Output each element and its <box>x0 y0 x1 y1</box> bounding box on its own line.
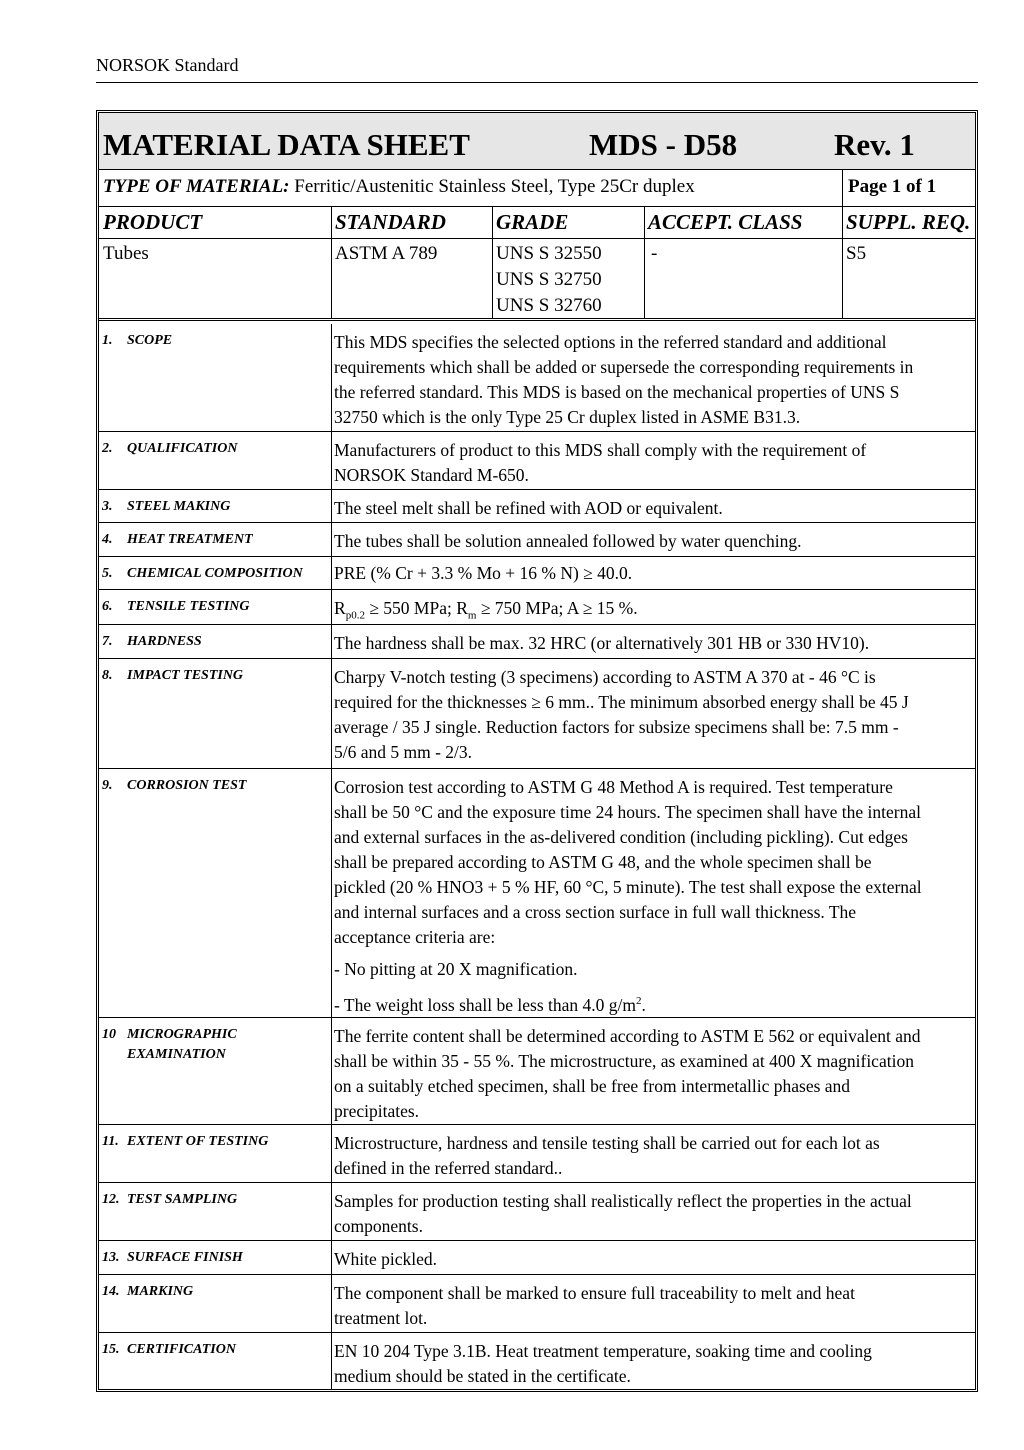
type-label: TYPE OF MATERIAL: <box>103 176 290 197</box>
section-label: 9. CORROSION TEST <box>102 778 247 793</box>
section-certification <box>99 1333 975 1389</box>
section-text: PRE (% Cr + 3.3 % Mo + 16 % N) ≥ 40.0. <box>334 563 633 583</box>
product-standard: ASTM A 789 <box>335 243 438 264</box>
section-text: Charpy V-notch testing (3 specimens) according to ASTM A 370 at - 46 °C is required for the thicknesses ≥ 6 mm.. The minimum absorbed energy shall be 45 J average / 35 J single. Reduction factors for subsize specimens shall be: 7.5 mm - 5/6 and 5 mm - 2/3. <box>334 667 909 762</box>
section-label: 10 MICROGRAPHIC EXAMINATION <box>102 1027 237 1062</box>
section-label: 2. QUALIFICATION <box>102 441 238 456</box>
section-text: The component shall be marked to ensure full traceability to melt and heat treatment lot. <box>334 1283 855 1328</box>
section-label: 3. STEEL MAKING <box>102 499 231 514</box>
section-scope <box>99 324 975 432</box>
column-header-row <box>99 207 975 239</box>
material-data-sheet <box>96 110 978 1392</box>
section-label: 1. SCOPE <box>102 333 173 348</box>
section-text: White pickled. <box>334 1249 438 1269</box>
section-corrosion-test <box>99 769 975 1018</box>
section-text: $R_{p0.2} \ge 550$ MPa; $R_m \ge 750$ MPa; A ≥ 15 %. <box>334 598 638 622</box>
product-accept-class: - <box>651 243 658 264</box>
type-value: Ferritic/Austenitic Stainless Steel, Type 25Cr duplex <box>294 176 695 197</box>
section-label: 5. CHEMICAL COMPOSITION <box>102 566 303 581</box>
revision: Rev. 1 <box>834 127 915 162</box>
section-test-sampling <box>99 1183 975 1241</box>
mds-number: MDS - D58 <box>589 127 738 162</box>
section-label: 15. CERTIFICATION <box>102 1342 236 1357</box>
section-impact-testing <box>99 659 975 769</box>
header-rule <box>96 82 978 83</box>
criteria-pitting: - No pitting at 20 X magnification. <box>334 959 578 979</box>
section-label: 8. IMPACT TESTING <box>102 668 244 683</box>
section-steel-making <box>99 490 975 523</box>
section-extent-of-testing <box>99 1125 975 1183</box>
section-text: This MDS specifies the selected options in the referred standard and additional requirements which shall be added or supersede the corresponding requirements in the referred standard. This MDS is based on the mechanical properties of UNS S 32750 which is the only Type 25 Cr duplex listed in ASME B31.3. <box>334 332 914 427</box>
section-marking <box>99 1275 975 1333</box>
grade-1: UNS S 32550 <box>496 243 602 264</box>
product-grades <box>496 241 602 319</box>
section-surface-finish <box>99 1241 975 1275</box>
col-standard: STANDARD <box>335 210 446 234</box>
title-row <box>99 113 975 170</box>
section-tensile-testing <box>99 590 975 625</box>
sheet-title: MATERIAL DATA SHEET <box>103 127 470 162</box>
section-text: Microstructure, hardness and tensile testing shall be carried out for each lot as defined in the referred standard.. <box>334 1133 880 1178</box>
section-label: 7. HARDNESS <box>102 634 202 649</box>
product-name: Tubes <box>103 243 149 264</box>
section-text: The ferrite content shall be determined according to ASTM E 562 or equivalent and shall be within 35 - 55 %. The microstructure, as examined at 400 X magnification on a suitably etched specimen, shall be free from intermetallic phases and precipitates. <box>334 1026 921 1121</box>
col-suppl-req: SUPPL. REQ. <box>846 210 971 234</box>
section-label: 6. TENSILE TESTING <box>102 599 250 614</box>
product-suppl-req: S5 <box>846 243 867 264</box>
col-accept-class: ACCEPT. CLASS <box>648 210 803 234</box>
section-chemical-composition <box>99 557 975 590</box>
section-hardness <box>99 625 975 659</box>
section-label: 14. MARKING <box>102 1284 194 1299</box>
page-header: NORSOK Standard <box>96 55 239 75</box>
section-label: 12. TEST SAMPLING <box>102 1192 238 1207</box>
type-row <box>99 170 975 207</box>
section-micrographic-examination <box>99 1018 975 1125</box>
grade-3: UNS S 32760 <box>496 295 602 316</box>
section-label: 13. SURFACE FINISH <box>102 1250 243 1265</box>
col-product: PRODUCT <box>103 210 203 234</box>
product-row <box>99 239 975 321</box>
section-text: The hardness shall be max. 32 HRC (or alternatively 301 HB or 330 HV10). <box>334 633 870 653</box>
page-number: Page 1 of 1 <box>848 176 937 197</box>
section-text: The tubes shall be solution annealed followed by water quenching. <box>334 531 802 551</box>
section-heat-treatment <box>99 523 975 557</box>
section-text: EN 10 204 Type 3.1B. Heat treatment temperature, soaking time and cooling medium should be stated in the certificate. <box>334 1341 872 1386</box>
section-qualification <box>99 432 975 490</box>
section-text: Corrosion test according to ASTM G 48 Method A is required. Test temperature shall be 50 °C and the exposure time 24 hours. The specimen shall have the internal and external surfaces in the as-delivered condition (including pickling). Cut edges shall be prepared according to ASTM G 48, and the whole specimen shall be pickled (20 % HNO3 + 5 % HF, 60 °C, 5 minute). The test shall expose the external and internal surfaces and a cross section surface in full wall thickness. The acceptance criteria are: - No pitting at 20 X magnification. - The weight loss shall be less than 4.0 $g/m^2$. <box>334 775 974 1018</box>
col-grade: GRADE <box>496 210 569 234</box>
type-of-material <box>103 176 695 198</box>
section-text: Manufacturers of product to this MDS shall comply with the requirement of NORSOK Standard M-650. <box>334 440 867 485</box>
section-text: The steel melt shall be refined with AOD or equivalent. <box>334 498 723 518</box>
section-label: 11. EXTENT OF TESTING <box>102 1134 269 1149</box>
grade-2: UNS S 32750 <box>496 269 602 290</box>
criteria-weight-loss: - The weight loss shall be less than 4.0 $g/m^2$. <box>334 994 646 1015</box>
section-text: Samples for production testing shall realistically reflect the properties in the actual components. <box>334 1191 912 1236</box>
section-label: 4. HEAT TREATMENT <box>102 532 253 547</box>
